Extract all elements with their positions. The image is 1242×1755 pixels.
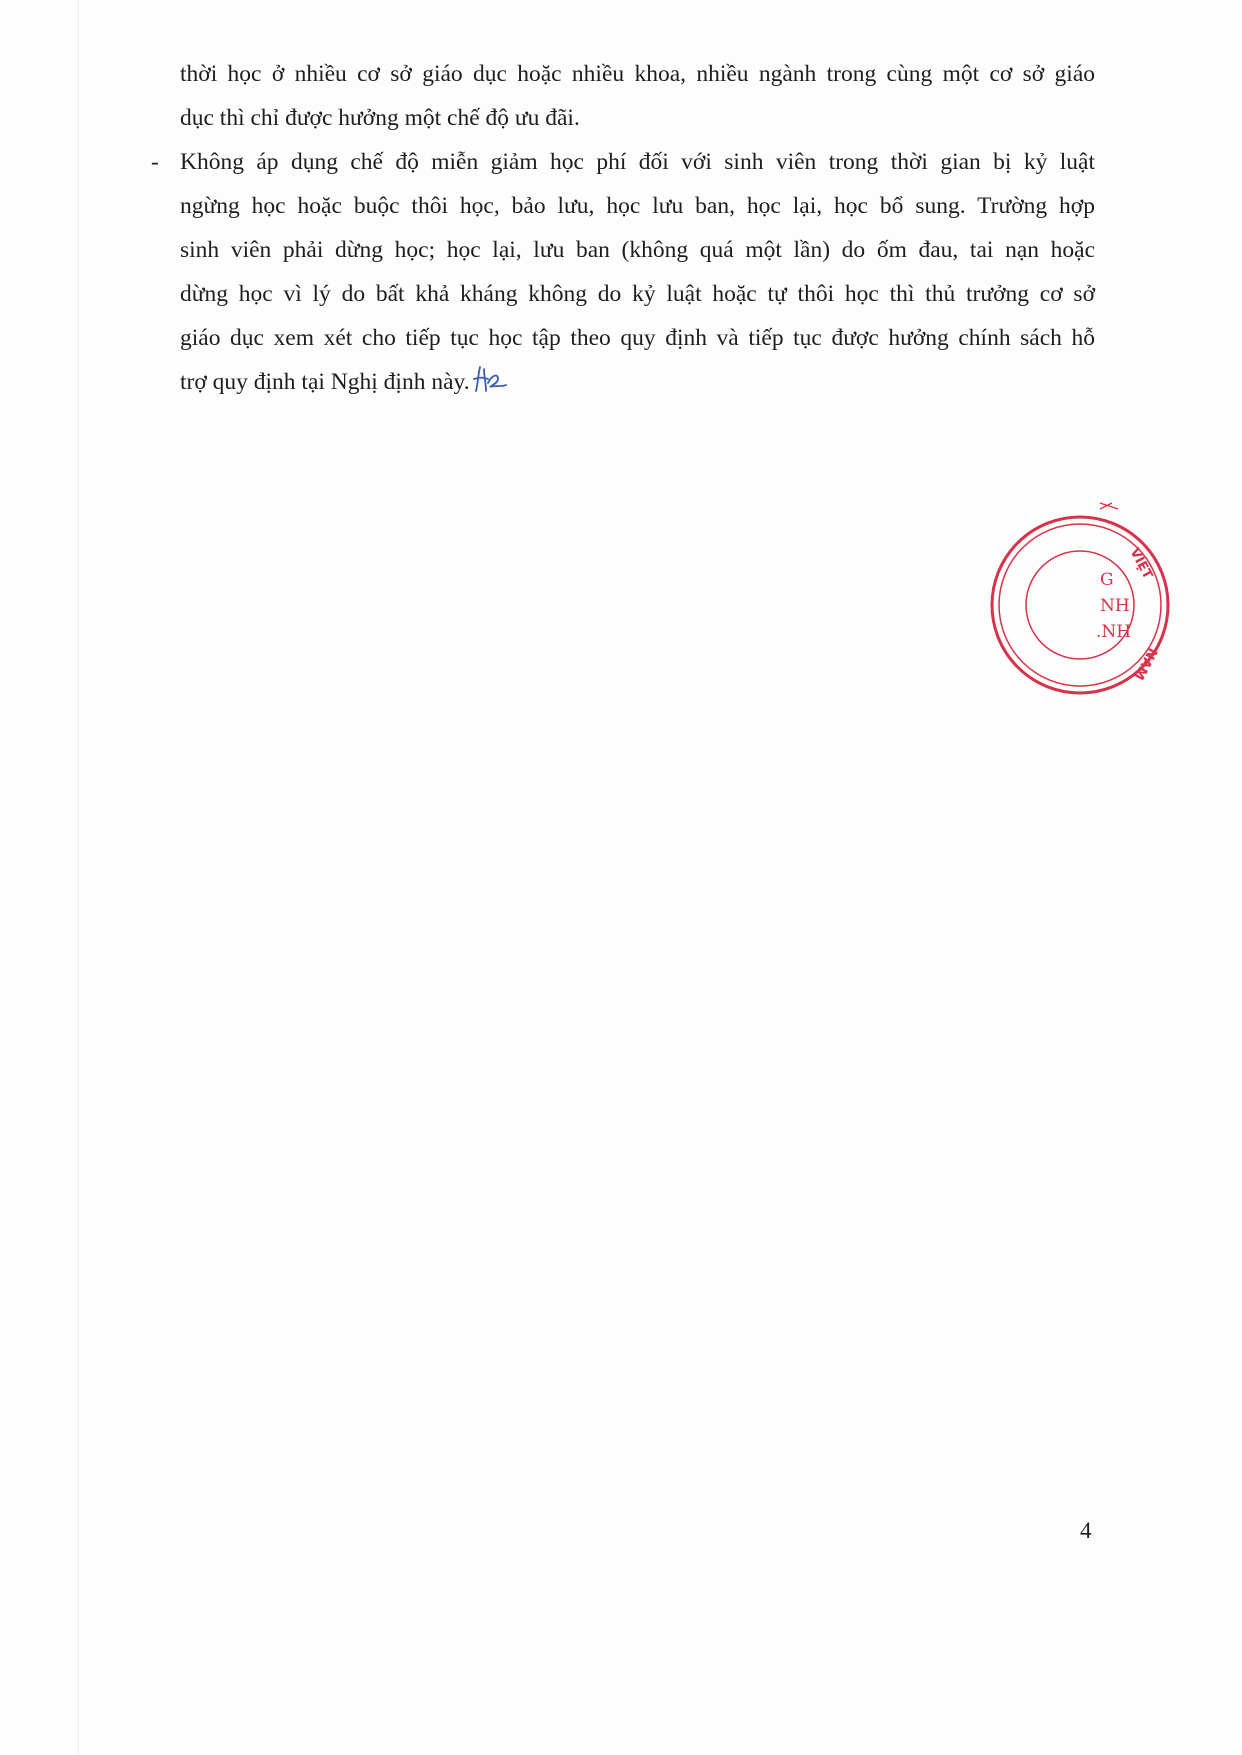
page-number: 4 [1080,1518,1092,1543]
svg-text:NH: NH [1100,596,1130,616]
svg-text:.NH: .NH [1096,622,1132,642]
text-line: thời học ở nhiều cơ sở giáo dục hoặc nhiều khoa, nhiều ngành trong cùng một cơ sở giáo [180,61,1095,87]
bullet-marker: - [151,149,159,175]
text-line: dừng học vì lý do bất khả kháng không do kỷ luật hoặc tự thôi học thì thủ trưởng cơ sở [180,281,1095,307]
text-line-content: trợ quy định tại Nghị định này. [180,369,470,395]
paragraph-continuation [180,52,1095,140]
bullet-item [151,140,1095,410]
text-line: Không áp dụng chế độ miễn giảm học phí đối với sinh viên trong thời gian bị kỷ luật [180,149,1095,175]
text-line: dục thì chỉ được hưởng một chế độ ưu đãi. [180,105,580,131]
text-line: ngừng học hoặc buộc thôi học, bảo lưu, học lưu ban, học lại, học bổ sung. Trường hợp [180,193,1095,219]
text-line: sinh viên phải dừng học; học lại, lưu ban (không quá một lần) do ốm đau, tai nạn hoặc [180,237,1095,263]
page-body [151,52,1095,410]
scan-edge-line [78,0,79,1755]
handwritten-initials-icon [472,363,508,410]
svg-text:VIỆT: VIỆT [1126,545,1156,582]
red-seal-stamp-icon [1096,495,1190,705]
text-line: giáo dục xem xét cho tiếp tục học tập theo quy định và tiếp tục được hưởng chính sách hỗ [180,325,1095,351]
text-line-final [180,360,1095,410]
svg-text:G: G [1100,570,1114,590]
svg-text:NAM: NAM [1130,645,1160,683]
